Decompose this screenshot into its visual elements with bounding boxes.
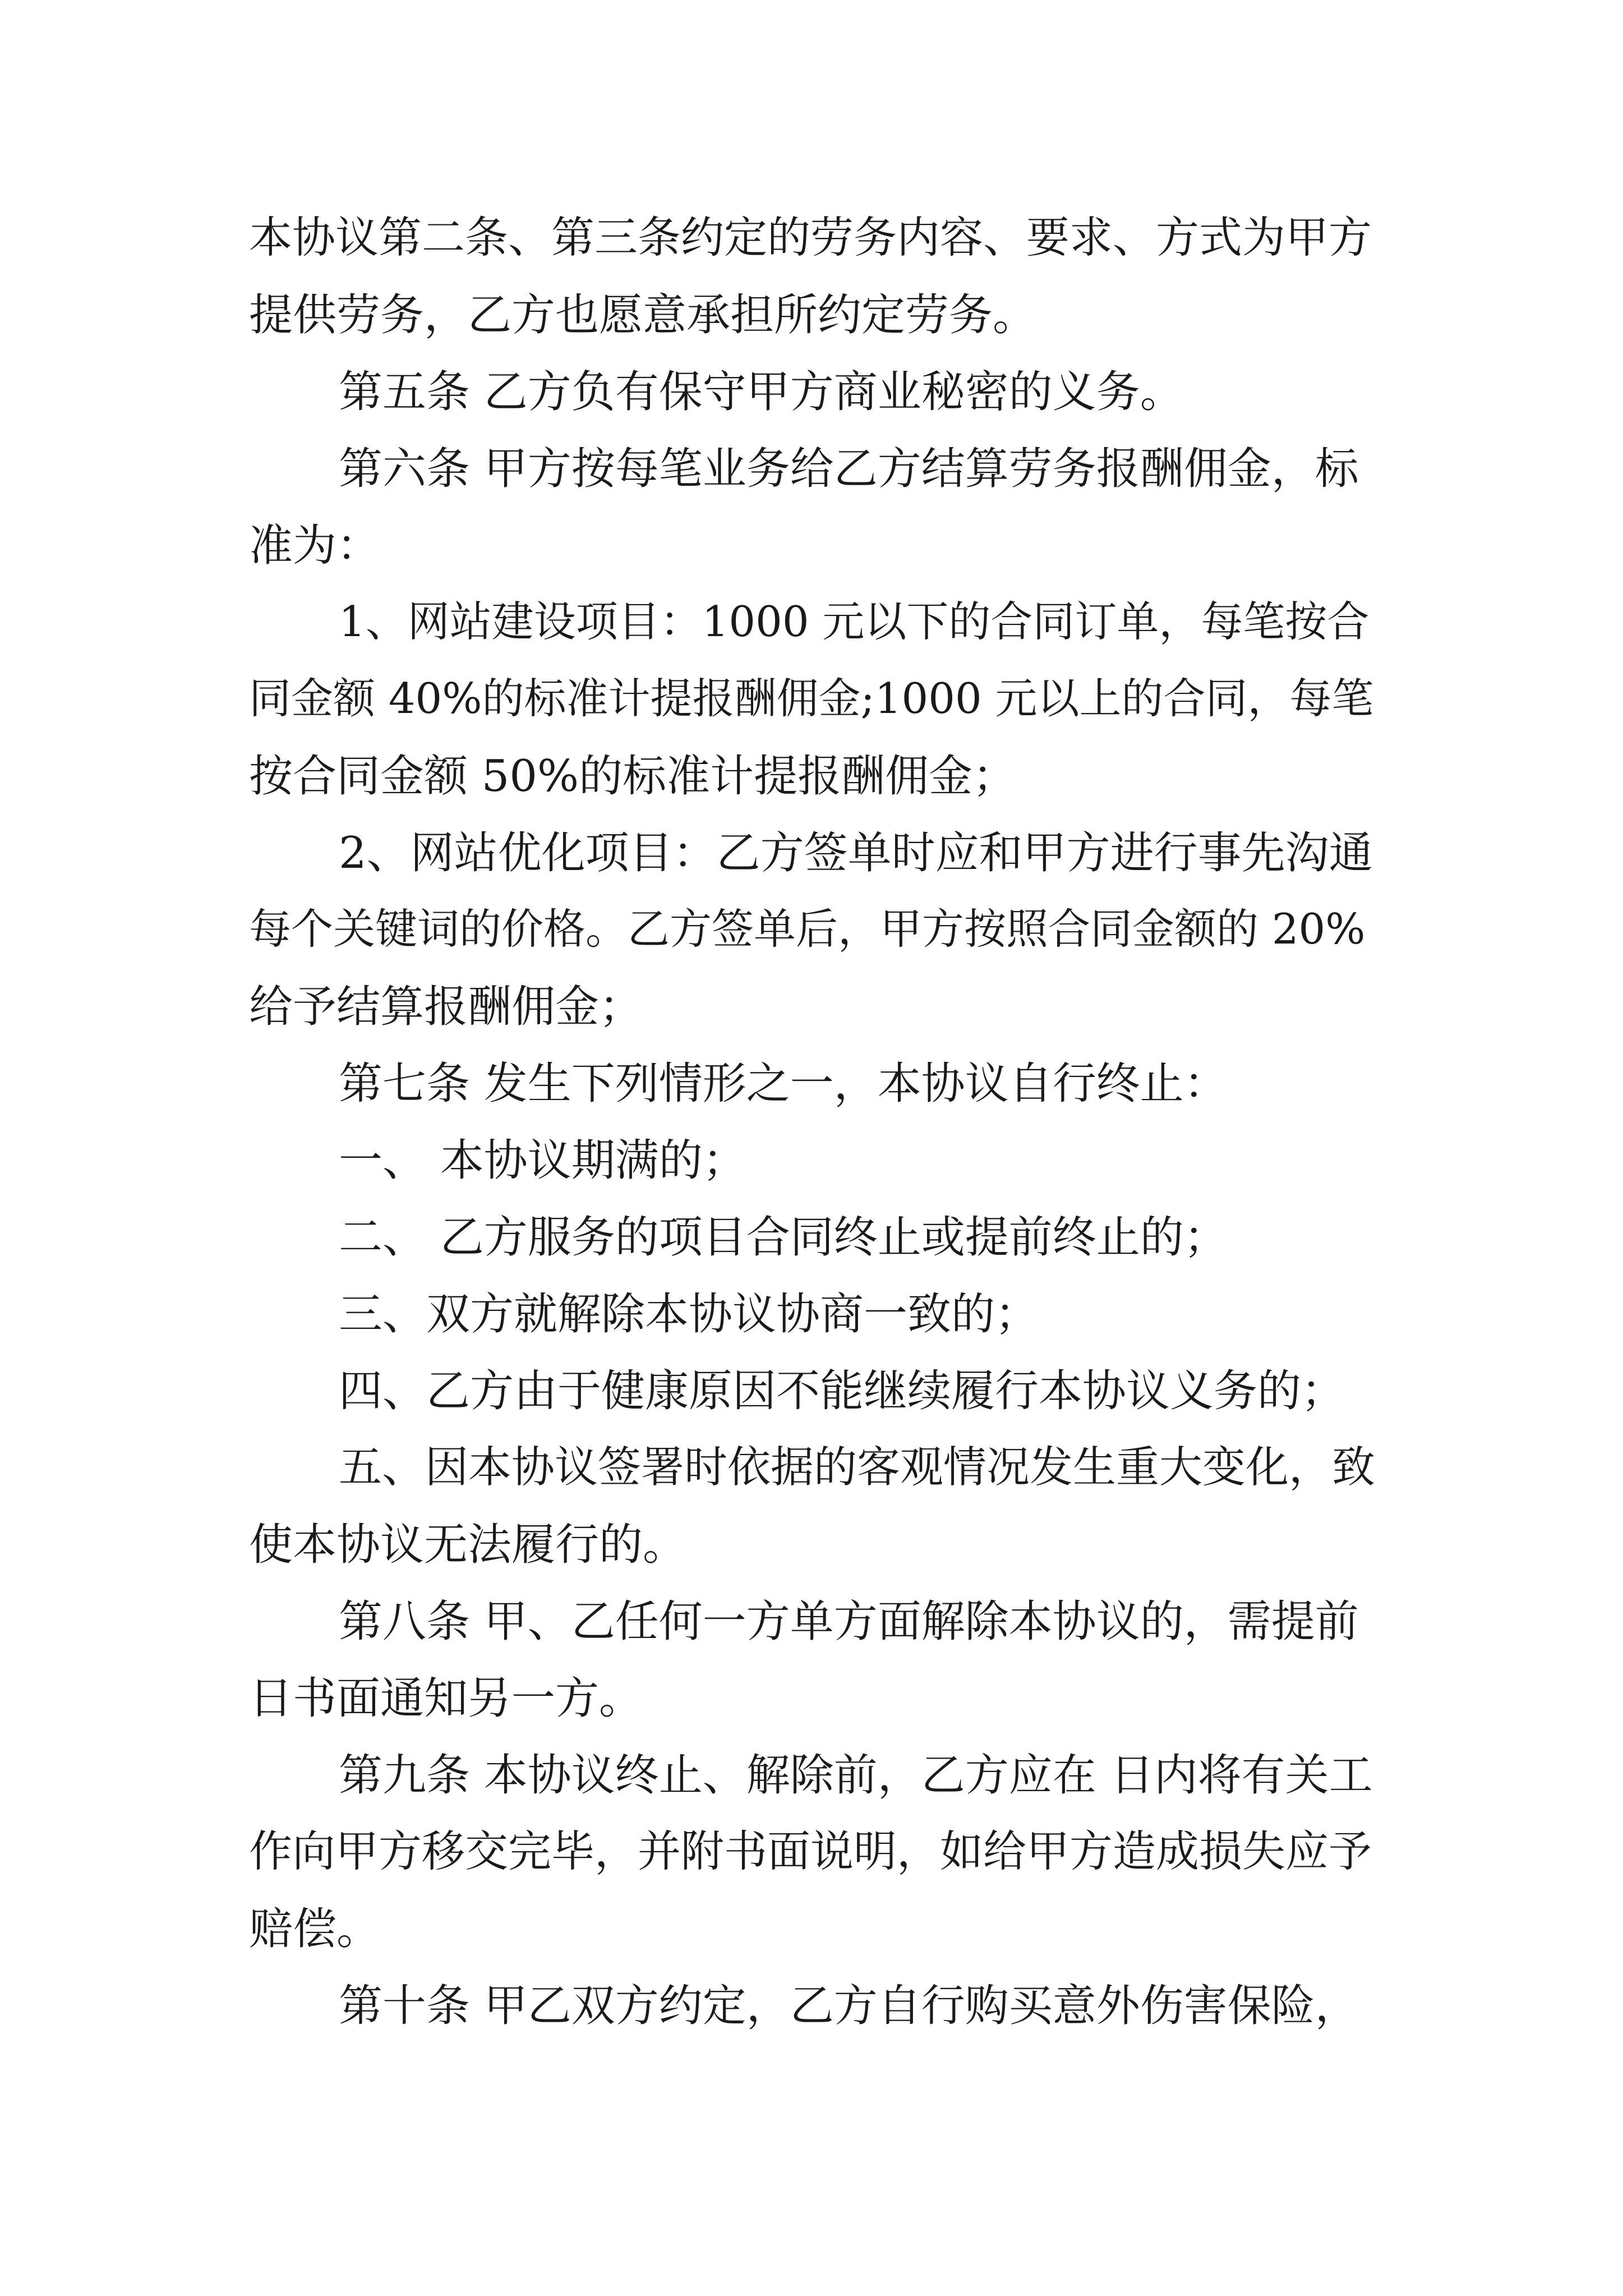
text-line: 第六条 甲方按每笔业务给乙方结算劳务报酬佣金，标: [339, 444, 1359, 494]
text-line: 第十条 甲乙双方约定，乙方自行购买意外伤害保险，: [339, 1981, 1359, 2031]
text-line: 同金额 40%的标准计提报酬佣金;1000 元以上的合同，每笔: [249, 674, 1374, 723]
text-line: 赔偿。: [249, 1904, 381, 1954]
text-line: 第七条 发生下列情形之一，本协议自行终止：: [339, 1059, 1228, 1109]
text-line: 日书面通知另一方。: [249, 1673, 643, 1724]
text-line: 二、 乙方服务的项目合同终止或提前终止的；: [339, 1212, 1228, 1263]
text-line: 四、乙方由于健康原因不能继续履行本协议义务的；: [339, 1366, 1345, 1416]
text-line: 第五条 乙方负有保守甲方商业秘密的义务。: [339, 367, 1184, 417]
text-line: 使本协议无法履行的。: [249, 1520, 687, 1570]
text-line: 作向甲方移交完毕，并附书面说明，如给甲方造成损失应予: [249, 1827, 1372, 1877]
text-line: 按合同金额 50%的标准计提报酬佣金；: [249, 751, 1017, 802]
text-line: 第八条 甲、乙任何一方单方面解除本协议的，需提前: [339, 1596, 1359, 1647]
text-line: 每个关键词的价格。乙方签单后，甲方按照合同金额的 20%: [249, 904, 1366, 954]
text-line: 本协议第二条、第三条约定的劳务内容、要求、方式为甲方: [249, 213, 1372, 263]
text-line: 2、网站优化项目：乙方签单时应和甲方进行事先沟通: [339, 828, 1373, 878]
text-line: 1、网站建设项目：1000 元以下的合同订单，每笔按合: [339, 597, 1370, 646]
text-line: 准为：: [249, 521, 381, 571]
text-line: 一、 本协议期满的；: [339, 1135, 746, 1186]
text-line: 给予结算报酬佣金；: [249, 982, 643, 1032]
text-line: 第九条 本协议终止、解除前，乙方应在 日内将有关工: [339, 1750, 1373, 1801]
text-line: 三、双方就解除本协议协商一致的；: [339, 1289, 1039, 1340]
text-line: 五、因本协议签署时依据的客观情况发生重大变化，致: [339, 1443, 1375, 1493]
text-line: 提供劳务，乙方也愿意承担所约定劳务。: [249, 290, 1037, 341]
